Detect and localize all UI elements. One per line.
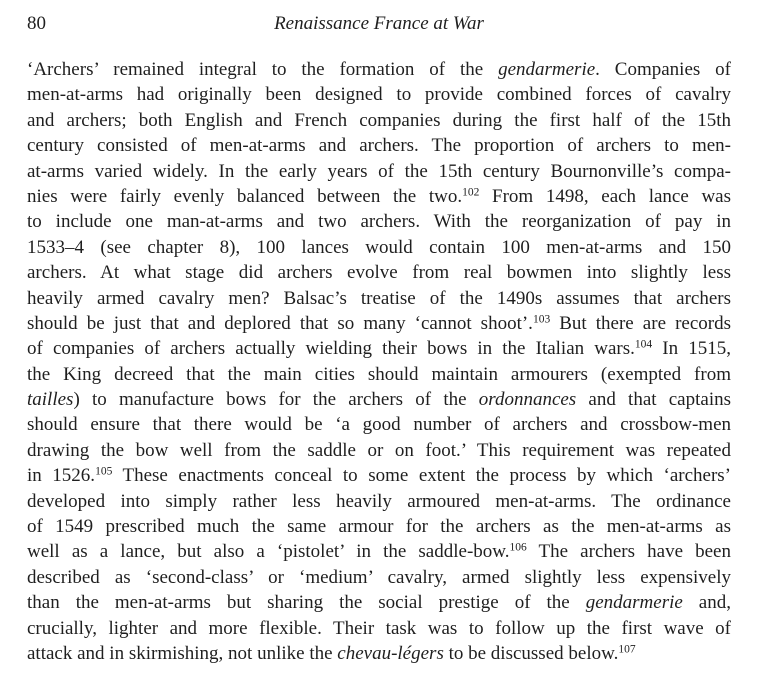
text-line-content [27,161,731,182]
text-line [27,412,731,437]
text-segment: in 1526. [27,465,96,487]
text-segment: to include one man-at-arms and two archers. With the reorganization of pay in [27,211,731,233]
text-line [27,565,731,590]
text-line-content [27,364,731,385]
text-line-content [27,338,731,359]
text-segment: 1533–4 (see chapter 8), 100 lances would contain 100 men-at-arms and 150 [27,236,731,258]
text-segment: and, [682,592,731,614]
text-line-content [27,84,731,105]
running-title: Renaissance France at War [274,13,484,34]
text-line [27,57,731,82]
text-line-content [27,262,731,283]
text-line [27,463,731,488]
text-line-content [27,288,731,309]
text-line-content [27,237,731,258]
italic-text-segment: chevau-légers [337,642,444,664]
text-line [27,641,731,666]
text-line [27,184,731,209]
text-segment: drawing the bow well from the saddle or on foot.’ This requirement was repeated [27,439,731,461]
text-segment: the King decreed that the main cities should maintain armourers (exempted from [27,363,731,385]
text-line [27,82,731,107]
text-line [27,387,731,412]
text-line-content [27,618,731,639]
text-line-content [27,313,731,334]
text-line [27,616,731,641]
text-line [27,286,731,311]
text-segment: of 1549 prescribed much the same armour for the archers as the men-at-arms as [27,516,731,538]
text-line [27,514,731,539]
text-line [27,311,731,336]
text-line-content [27,59,731,80]
text-segment: and that captains [576,389,731,411]
footnote-reference: 106 [509,541,527,554]
italic-text-segment: gendarmerie [498,59,596,80]
text-segment: . Companies of [595,59,731,80]
text-segment: In 1515, [652,338,731,360]
text-segment: But there are records [550,312,731,334]
text-segment: ‘Archers’ remained integral to the formation of the [27,59,499,80]
text-segment: than the men-at-arms but sharing the social prestige of the [27,592,586,614]
italic-text-segment: ordonnances [478,389,577,411]
footnote-reference: 103 [532,313,551,326]
text-line [27,108,731,133]
text-line [27,235,731,260]
text-segment: well as a lance, but also a ‘pistolet’ in the saddle-bow. [27,541,510,563]
text-line-content [27,592,731,613]
text-segment: From 1498, each lance was [479,185,731,207]
text-line [27,209,731,234]
text-segment: at-arms varied widely. In the early years of the 15th century Bournonville’s compa- [27,160,731,182]
text-segment: The archers have been [526,541,731,563]
text-line-content [27,541,731,562]
text-segment: should ensure that there would be ‘a good number of archers and crossbow-men [27,414,731,436]
footnote-reference: 105 [95,465,113,478]
text-line [27,539,731,564]
text-segment: nies were fairly evenly balanced between the two. [27,185,463,207]
text-line-content [27,440,731,461]
text-line-content [27,389,731,410]
text-segment: should be just that and deplored that so many ‘cannot shoot’. [27,312,533,334]
text-line-content [27,211,731,232]
text-line [27,489,731,514]
text-segment: crucially, lighter and more flexible. Their task was to follow up the first wave of [27,617,731,639]
text-segment: men-at-arms had originally been designed to provide combined forces of cavalry [27,84,731,106]
text-line [27,133,731,158]
text-line-content [27,465,731,486]
text-segment: and archers; both English and French companies during the first half of the 15th [27,109,731,131]
page-header [27,13,731,37]
body-text [27,57,731,666]
text-line-content [27,414,731,435]
text-segment: These enactments conceal to some extent the process by which ‘archers’ [112,465,732,487]
footnote-reference: 107 [618,643,636,656]
text-line-content [27,186,731,207]
italic-text-segment: gendarmerie [585,592,683,614]
text-segment: to be discussed below. [443,642,619,664]
text-segment: described as ‘second-class’ or ‘medium’ cavalry, armed slightly less expensively [27,566,731,588]
text-line [27,159,731,184]
text-line [27,590,731,615]
text-segment: archers. At what stage did archers evolve from real bowmen into slightly less [27,262,731,284]
italic-text-segment: tailles [27,389,74,411]
text-line [27,336,731,361]
text-line-content [27,516,731,537]
text-line [27,260,731,285]
text-line [27,362,731,387]
text-line-content [27,491,731,512]
text-line-content [27,110,731,131]
text-segment: ) to manufacture bows for the archers of the [73,389,479,411]
text-line [27,438,731,463]
text-segment: of companies of archers actually wielding their bows in the Italian wars. [27,338,635,360]
text-segment: attack and in skirmishing, not unlike the [27,642,338,664]
footnote-reference: 102 [462,186,480,199]
footnote-reference: 104 [634,338,653,351]
text-segment: century consisted of men-at-arms and archers. The proportion of archers to men- [27,135,731,157]
page-number: 80 [27,13,46,34]
text-line-content [27,135,731,156]
text-line-content [27,643,636,664]
text-line-content [27,567,731,588]
text-segment: developed into simply rather less heavily armoured men-at-arms. The ordinance [27,490,731,512]
text-segment: heavily armed cavalry men? Balsac’s treatise of the 1490s assumes that archers [27,287,731,309]
